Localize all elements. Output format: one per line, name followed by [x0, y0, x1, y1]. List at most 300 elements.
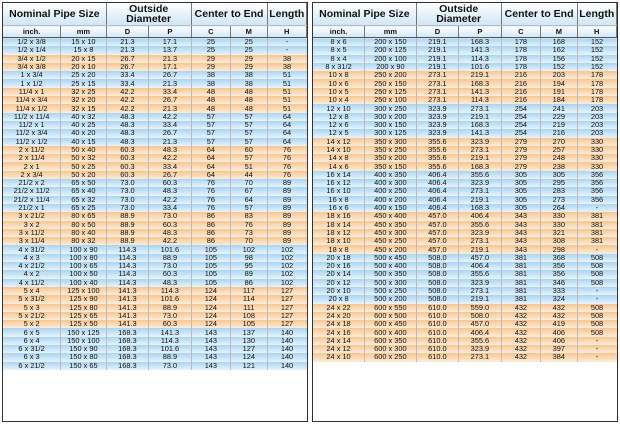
table-row	[3, 129, 307, 137]
table-row	[313, 38, 617, 47]
table-cell: 108	[231, 312, 267, 320]
table-cell: 48	[231, 104, 267, 112]
table-cell: 8 x 4	[313, 55, 365, 63]
table-cell: 2 x 3/4	[3, 171, 61, 179]
table-row	[3, 279, 307, 287]
table-cell: 25	[231, 46, 267, 54]
table-cell: 355.6	[459, 337, 501, 345]
table-cell: 152	[577, 63, 616, 71]
table-cell: 330	[541, 221, 577, 229]
table-cell: 381	[501, 270, 540, 278]
table-cell: 65 x 50	[61, 179, 107, 187]
table-row	[313, 337, 617, 345]
subheader-m: M	[231, 26, 267, 38]
table-cell: 25	[231, 38, 267, 47]
table-cell: 141.3	[106, 287, 148, 295]
table-cell: 508.0	[416, 287, 458, 295]
table-cell: 216	[541, 129, 577, 137]
table-cell: 80 x 40	[61, 229, 107, 237]
table-cell: 264	[541, 204, 577, 212]
table-cell: 60.3	[106, 171, 148, 179]
header-length: Length	[267, 3, 307, 26]
table-cell: 21/2 x 1	[3, 204, 61, 212]
table-cell: 330	[577, 146, 616, 154]
table-cell: 610.0	[416, 337, 458, 345]
table-cell: 80 x 65	[61, 212, 107, 220]
table-cell: -	[577, 204, 616, 212]
table-cell: 18 x 8	[313, 245, 365, 253]
table-cell: 203	[541, 71, 577, 79]
table-cell: 140	[267, 353, 307, 361]
table-cell: 300 x 250	[365, 104, 417, 112]
table-cell: 8 x 5	[313, 46, 365, 54]
table-cell: 200 x 150	[365, 38, 417, 47]
table-cell: 508	[577, 279, 616, 287]
table-cell: 64	[191, 154, 230, 162]
table-row	[3, 337, 307, 345]
table-cell: 356	[541, 270, 577, 278]
table-cell: 178	[577, 79, 616, 87]
table-cell: 21.3	[106, 38, 148, 47]
table-cell: 610.0	[416, 304, 458, 312]
table-cell: 114.3	[106, 245, 148, 253]
table-cell: 70	[231, 237, 267, 245]
table-cell: 216	[501, 88, 540, 96]
table-cell: 141.3	[149, 328, 191, 336]
table-cell: 200 x 90	[365, 63, 417, 71]
table-row	[313, 96, 617, 104]
table-cell: 124	[191, 295, 230, 303]
table-cell: 29	[191, 55, 230, 63]
table-cell: 450 x 200	[365, 245, 417, 253]
table-cell: 305	[501, 204, 540, 212]
table-cell: 219.1	[459, 295, 501, 303]
table-cell: 105	[191, 254, 230, 262]
table-cell: 26.7	[106, 55, 148, 63]
table-cell: 60.3	[106, 154, 148, 162]
table-cell: 111	[231, 304, 267, 312]
table-cell: 57	[191, 138, 230, 146]
table-cell: 12 x 10	[313, 104, 365, 112]
table-cell: 65 x 40	[61, 187, 107, 195]
table-row	[3, 121, 307, 129]
table-cell: 219.1	[416, 63, 458, 71]
table-cell: 57	[231, 129, 267, 137]
table-cell: 18 x 16	[313, 212, 365, 220]
table-cell: 600 x 550	[365, 304, 417, 312]
table-cell: 298	[541, 245, 577, 253]
table-cell: 508	[577, 312, 616, 320]
table-cell: 178	[501, 55, 540, 63]
table-cell: 203	[577, 129, 616, 137]
table-row	[3, 270, 307, 278]
table-cell: 143	[191, 328, 230, 336]
table-cell: 381	[577, 221, 616, 229]
table-cell: 76	[267, 171, 307, 179]
table-cell: 330	[541, 212, 577, 220]
table-cell: 29	[191, 63, 230, 71]
table-cell: 88.9	[149, 304, 191, 312]
table-cell: 355.6	[416, 138, 458, 146]
table-cell: 38	[231, 71, 267, 79]
table-cell: 270	[541, 138, 577, 146]
table-cell: 95	[231, 262, 267, 270]
subheader-d: D	[106, 26, 148, 38]
subheader-mm: mm	[61, 26, 107, 38]
table-cell: 125 x 90	[61, 295, 107, 303]
subheader-c: C	[191, 26, 230, 38]
table-cell: 29	[231, 55, 267, 63]
table-row	[313, 304, 617, 312]
table-row	[3, 237, 307, 245]
table-cell: 305	[501, 187, 540, 195]
table-cell: 219.1	[459, 245, 501, 253]
table-cell: 216	[501, 96, 540, 104]
table-cell: 3/4 x 3/8	[3, 63, 61, 71]
table-cell: 3 x 2	[3, 221, 61, 229]
table-cell: 102	[267, 262, 307, 270]
table-cell: 457.0	[459, 320, 501, 328]
table-cell: 38	[267, 55, 307, 63]
table-row	[313, 245, 617, 253]
table-cell: -	[267, 38, 307, 47]
subheader-inch: inch.	[313, 26, 365, 38]
subheader-mm: mm	[365, 26, 417, 38]
table-cell: 89	[267, 187, 307, 195]
table-row	[3, 63, 307, 71]
table-cell: 11/2 x 1/2	[3, 138, 61, 146]
table-cell: 4 x 3	[3, 254, 61, 262]
subheader-p: P	[149, 26, 191, 38]
table-cell: 102	[231, 245, 267, 253]
table-cell: 219.1	[459, 71, 501, 79]
table-cell: 143	[191, 362, 230, 370]
table-cell: 178	[577, 88, 616, 96]
table-cell: 432	[541, 304, 577, 312]
table-cell: 321	[541, 229, 577, 237]
subheader-c: C	[501, 26, 540, 38]
table-cell: 559.0	[459, 304, 501, 312]
table-cell: 105	[191, 262, 230, 270]
table-row	[3, 104, 307, 112]
table-cell: 12 x 6	[313, 121, 365, 129]
table-cell: 42.2	[149, 237, 191, 245]
table-row	[313, 312, 617, 320]
table-row	[313, 79, 617, 87]
table-cell: 24 x 18	[313, 320, 365, 328]
table-row	[3, 353, 307, 361]
table-cell: 114.3	[106, 262, 148, 270]
table-cell: 238	[541, 162, 577, 170]
table-cell: 57	[231, 121, 267, 129]
table-cell: 60.3	[106, 146, 148, 154]
table-cell: 2 x 11/4	[3, 154, 61, 162]
table-cell: 42.2	[149, 196, 191, 204]
header-center-to-end: Center to End	[501, 3, 577, 26]
table-cell: 15 x 8	[61, 46, 107, 54]
header-nominal-pipe-size: Nominal Pipe Size	[3, 3, 106, 26]
table-cell: 100 x 50	[61, 270, 107, 278]
table-row	[313, 295, 617, 303]
table-cell: 406.4	[459, 328, 501, 336]
table-row	[3, 229, 307, 237]
table-cell: 141.3	[106, 312, 148, 320]
table-cell: 101.6	[149, 245, 191, 253]
table-cell: 219.1	[459, 154, 501, 162]
table-cell: 508	[577, 320, 616, 328]
table-cell: 25	[191, 38, 230, 47]
table-cell: 13.7	[149, 46, 191, 54]
table-cell: 88.9	[149, 353, 191, 361]
table-cell: 168.3	[106, 337, 148, 345]
table-cell: 38	[231, 79, 267, 87]
subheader-m: M	[541, 26, 577, 38]
table-cell: 250 x 150	[365, 79, 417, 87]
table-cell: 273.1	[459, 353, 501, 361]
header-center-to-end: Center to End	[191, 3, 267, 26]
table-cell: 105	[191, 279, 230, 287]
table-cell: 114.3	[106, 279, 148, 287]
table-row	[3, 312, 307, 320]
table-cell: 16 x 12	[313, 179, 365, 187]
table-cell: 1/2 x 1/4	[3, 46, 61, 54]
table-row	[313, 88, 617, 96]
table-cell: 102	[267, 245, 307, 253]
table-cell: 168.3	[459, 79, 501, 87]
table-cell: -	[267, 46, 307, 54]
table-cell: 20 x 15	[61, 55, 107, 63]
table-cell: 168.3	[106, 353, 148, 361]
table-cell: 279	[501, 138, 540, 146]
table-cell: 11/4 x 1/2	[3, 104, 61, 112]
table-cell: 343	[501, 221, 540, 229]
left-table-body	[3, 38, 307, 370]
table-cell: 8 x 31/2	[313, 63, 365, 71]
table-cell: 610.0	[416, 320, 458, 328]
table-cell: -	[577, 345, 616, 353]
table-cell: 150 x 65	[61, 362, 107, 370]
table-cell: 3 x 11/4	[3, 237, 61, 245]
table-cell: 25	[191, 46, 230, 54]
table-cell: 305	[501, 179, 540, 187]
table-row	[3, 171, 307, 179]
table-cell: 600 x 250	[365, 353, 417, 361]
table-cell: 323.9	[459, 138, 501, 146]
table-cell: 40 x 15	[61, 138, 107, 146]
table-cell: 51	[267, 71, 307, 79]
table-cell: 124	[191, 287, 230, 295]
table-cell: 450 x 400	[365, 212, 417, 220]
table-cell: 125 x 80	[61, 304, 107, 312]
table-cell: 419	[541, 320, 577, 328]
table-cell: 381	[501, 279, 540, 287]
table-cell: 356	[577, 196, 616, 204]
table-cell: 20 x 8	[313, 295, 365, 303]
table-cell: 20 x 10	[61, 63, 107, 71]
table-cell: 324	[541, 295, 577, 303]
table-cell: 48.3	[106, 138, 148, 146]
table-cell: 114.3	[106, 254, 148, 262]
table-cell: 100 x 40	[61, 279, 107, 287]
table-cell: 64	[267, 138, 307, 146]
table-cell: 50 x 25	[61, 162, 107, 170]
table-cell: 178	[501, 46, 540, 54]
table-cell: 141.3	[106, 320, 148, 328]
table-row	[3, 304, 307, 312]
reducer-table-right	[313, 3, 617, 362]
table-cell: 51	[231, 162, 267, 170]
table-cell: 162	[541, 46, 577, 54]
table-cell: 105	[231, 320, 267, 328]
table-cell: 279	[501, 146, 540, 154]
table-cell: 24 x 14	[313, 337, 365, 345]
table-cell: 10 x 6	[313, 79, 365, 87]
table-cell: 25 x 20	[61, 71, 107, 79]
table-cell: 48	[191, 104, 230, 112]
table-cell: 127	[267, 312, 307, 320]
table-cell: 141.3	[106, 304, 148, 312]
table-cell: 80 x 32	[61, 237, 107, 245]
table-cell: 42.2	[106, 96, 148, 104]
table-cell: 600 x 400	[365, 328, 417, 336]
subheader-h: H	[577, 26, 616, 38]
table-cell: 5 x 21/2	[3, 312, 61, 320]
table-cell: 6 x 3	[3, 353, 61, 361]
table-cell: 48.3	[149, 279, 191, 287]
table-cell: 102	[267, 279, 307, 287]
table-cell: 330	[577, 154, 616, 162]
table-cell: 6 x 31/2	[3, 345, 61, 353]
header-outside-diameter: Outside Diameter	[416, 3, 501, 26]
table-cell: 400 x 200	[365, 196, 417, 204]
table-cell: 508	[577, 254, 616, 262]
table-cell: 64	[191, 146, 230, 154]
table-cell: 156	[541, 55, 577, 63]
table-cell: 273.1	[416, 96, 458, 104]
table-cell: 229	[541, 113, 577, 121]
table-cell: 73.0	[106, 196, 148, 204]
table-cell: 191	[541, 88, 577, 96]
table-cell: 350 x 250	[365, 146, 417, 154]
table-cell: 12 x 8	[313, 113, 365, 121]
table-cell: 76	[191, 187, 230, 195]
table-cell: 216	[501, 71, 540, 79]
table-cell: 355.6	[459, 171, 501, 179]
table-cell: 48.3	[149, 146, 191, 154]
table-cell: 16 x 10	[313, 187, 365, 195]
table-cell: 121	[231, 362, 267, 370]
table-cell: 48.3	[106, 113, 148, 121]
table-cell: 4 x 11/2	[3, 279, 61, 287]
table-cell: 508.0	[416, 254, 458, 262]
table-row	[3, 88, 307, 96]
subheader-h: H	[267, 26, 307, 38]
table-cell: 88.9	[106, 221, 148, 229]
table-cell: 21.3	[106, 46, 148, 54]
table-cell: 21/2 x 11/4	[3, 196, 61, 204]
table-cell: 3 x 21/2	[3, 212, 61, 220]
table-row	[3, 212, 307, 220]
table-cell: 356	[577, 187, 616, 195]
table-cell: 89	[267, 179, 307, 187]
table-cell: 350 x 300	[365, 138, 417, 146]
table-cell: 168.3	[459, 162, 501, 170]
table-cell: 508.0	[416, 279, 458, 287]
table-cell: 48.3	[106, 121, 148, 129]
table-cell: 32 x 25	[61, 88, 107, 96]
table-cell: 51	[267, 96, 307, 104]
table-cell: 60.3	[149, 179, 191, 187]
table-cell: 178	[577, 71, 616, 79]
table-cell: 57	[191, 113, 230, 121]
table-cell: 323.9	[416, 121, 458, 129]
table-cell: 1 x 3/4	[3, 71, 61, 79]
table-cell: 80 x 50	[61, 221, 107, 229]
table-cell: 88.9	[106, 212, 148, 220]
table-cell: 10 x 5	[313, 88, 365, 96]
table-cell: 16 x 6	[313, 204, 365, 212]
table-cell: 130	[231, 337, 267, 345]
table-row	[313, 196, 617, 204]
table-cell: 48	[231, 88, 267, 96]
table-cell: 305	[541, 171, 577, 179]
table-cell: 24 x 12	[313, 345, 365, 353]
table-cell: 254	[501, 104, 540, 112]
table-row	[313, 287, 617, 295]
table-cell: 21.3	[149, 138, 191, 146]
table-cell: 14 x 6	[313, 162, 365, 170]
table-cell: 1 x 1/2	[3, 79, 61, 87]
table-cell: 60	[231, 146, 267, 154]
table-cell: 20 x 16	[313, 262, 365, 270]
table-row	[3, 154, 307, 162]
table-row	[3, 96, 307, 104]
table-cell: 457.0	[416, 237, 458, 245]
table-cell: 600 x 350	[365, 337, 417, 345]
table-cell: 57	[231, 138, 267, 146]
table-cell: 141.3	[459, 129, 501, 137]
table-cell: 432	[501, 345, 540, 353]
table-cell: 308	[541, 237, 577, 245]
table-cell: 343	[501, 212, 540, 220]
table-row	[3, 262, 307, 270]
table-cell: 355.6	[416, 146, 458, 154]
table-cell: 38	[191, 71, 230, 79]
table-cell: 57	[231, 154, 267, 162]
table-cell: 40 x 20	[61, 129, 107, 137]
table-cell: 14 x 10	[313, 146, 365, 154]
table-cell: 203	[577, 113, 616, 121]
table-cell: 114	[231, 295, 267, 303]
table-cell: 273.1	[416, 71, 458, 79]
table-cell: 178	[501, 38, 540, 47]
table-cell: 101.6	[459, 63, 501, 71]
table-cell: 219	[541, 121, 577, 129]
table-cell: 508	[577, 304, 616, 312]
table-cell: 450 x 250	[365, 237, 417, 245]
table-cell: 400 x 150	[365, 204, 417, 212]
table-row	[3, 204, 307, 212]
table-cell: 610.0	[416, 328, 458, 336]
table-cell: 100 x 80	[61, 254, 107, 262]
table-cell: 86	[191, 221, 230, 229]
table-cell: 48	[191, 96, 230, 104]
table-cell: 73.0	[149, 262, 191, 270]
table-cell: 114.3	[459, 55, 501, 63]
table-cell: 323.9	[459, 279, 501, 287]
table-cell: 300 x 125	[365, 129, 417, 137]
table-cell: 381	[577, 229, 616, 237]
